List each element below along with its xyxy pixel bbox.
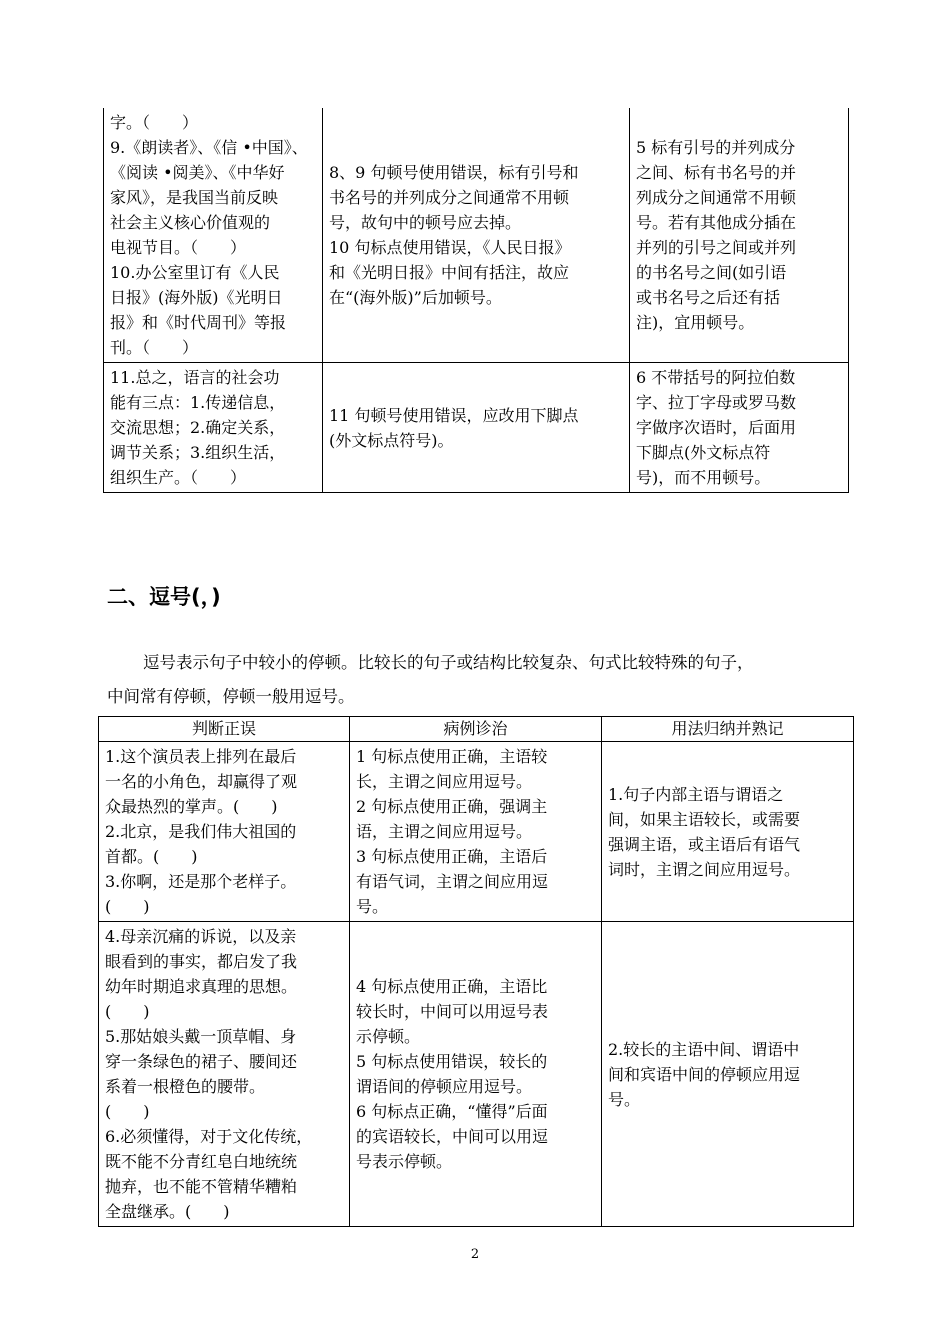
cell-line: 5 标有引号的并列成分 — [636, 138, 796, 157]
paragraph-line: 逗号表示句子中较小的停顿。比较长的句子或结构比较复杂、句式比较特殊的句子， — [143, 653, 754, 672]
cell-line: 交流思想；2.确定关系， — [110, 418, 286, 437]
diagnosis-cell — [350, 922, 602, 1227]
cell-line: 有语气词，主谓之间应用逗 — [356, 872, 549, 891]
table-row — [104, 108, 849, 363]
diagnosis-cell — [350, 742, 602, 922]
cell-line: 组织生产。（ ） — [110, 468, 247, 487]
cell-line: 语，主谓之间应用逗号。 — [356, 822, 533, 841]
cell-line: 11.总之，语言的社会功 — [110, 368, 280, 387]
cell-line: 9.《朗读者》、《信 •中国》、 — [110, 138, 308, 157]
cell-line: 1 句标点使用正确，主语较 — [356, 747, 548, 766]
judgment-cell — [104, 363, 323, 493]
cell-line: 日报》(海外版)《光明日 — [110, 288, 283, 307]
cell-line: 号。若有其他成分插在 — [636, 213, 797, 232]
cell-line: 一名的小角色，却赢得了观 — [105, 772, 298, 791]
cell-line: 的宾语较长，中间可以用逗 — [356, 1127, 549, 1146]
cell-line: 调节关系；3.组织生活， — [110, 443, 286, 462]
cell-line: 首都。( ) — [105, 847, 198, 866]
cell-line: 4.母亲沉痛的诉说，以及亲 — [105, 927, 297, 946]
cell-line: 电视节目。（ ） — [110, 238, 247, 257]
cell-line: 2 句标点使用正确，强调主 — [356, 797, 548, 816]
table-row — [99, 922, 854, 1227]
cell-line: 字、拉丁字母或罗马数 — [636, 393, 797, 412]
cell-line: 间，如果主语较长，或需要 — [608, 809, 801, 829]
cell-line: ( ) — [105, 1102, 150, 1121]
cell-line: 社会主义核心价值观的 — [110, 213, 271, 232]
cell-line: 幼年时期追求真理的思想。 — [105, 977, 298, 996]
cell-line: 号。 — [356, 897, 389, 916]
cell-line: 2.北京，是我们伟大祖国的 — [105, 822, 297, 841]
cell-line: 刊。（ ） — [110, 338, 199, 357]
cell-line: 《阅读 •阅美》、《中华好 — [110, 163, 285, 182]
column-header-rule: 用法归纳并熟记 — [602, 717, 854, 742]
cell-line: 系着一根橙色的腰带。 — [105, 1077, 266, 1096]
cell-line: ( ) — [105, 1002, 150, 1021]
cell-line: 10 句标点使用错误，《人民日报》 — [329, 238, 571, 257]
cell-line: 和《光明日报》中间有括注，故应 — [329, 263, 570, 282]
cell-line: 较长时，中间可以用逗号表 — [356, 1002, 549, 1021]
rule-cell — [630, 108, 849, 363]
cell-line: 1.句子内部主语与谓语之 — [608, 784, 784, 804]
cell-line: 列成分之间通常不用顿 — [636, 188, 797, 207]
judgment-cell — [99, 742, 350, 922]
cell-line: 6 不带括号的阿拉伯数 — [636, 368, 796, 387]
judgment-cell — [104, 108, 323, 363]
page-number: 2 — [470, 1247, 480, 1262]
cell-line: 之间、标有书名号的并 — [636, 163, 797, 182]
cell-line: 长，主谓之间应用逗号。 — [356, 772, 533, 791]
cell-line: 下脚点(外文标点符 — [636, 443, 771, 462]
table-row — [104, 363, 849, 493]
cell-line: 穿一条绿色的裙子、腰间还 — [105, 1052, 298, 1071]
cell-line: 4 句标点使用正确，主语比 — [356, 977, 548, 996]
cell-line: 5 句标点使用错误，较长的 — [356, 1052, 548, 1071]
cell-line: 3 句标点使用正确，主语后 — [356, 847, 548, 866]
cell-line: 号，故句中的顿号应去掉。 — [329, 213, 522, 232]
cell-line: 书名号的并列成分之间通常不用顿 — [329, 188, 570, 207]
cell-line: 5.那姑娘头戴一顶草帽、身 — [105, 1027, 297, 1046]
cell-line: 或书名号之后还有括 — [636, 288, 781, 307]
cell-line: 抛弃，也不能不管精华糟粕 — [105, 1177, 298, 1196]
cell-line: 注)，宜用顿号。 — [636, 313, 755, 332]
diagnosis-cell — [323, 363, 630, 493]
cell-line: 字做序次语时，后面用 — [636, 418, 797, 437]
rule-cell — [630, 363, 849, 493]
cell-line: 字。（ ） — [110, 113, 199, 132]
cell-line: (外文标点符号)。 — [329, 430, 454, 450]
punctuation-table-continued — [103, 108, 849, 493]
cell-line: 众最热烈的掌声。( ) — [105, 797, 278, 816]
cell-line: 谓语间的停顿应用逗号。 — [356, 1077, 533, 1096]
cell-line: ( ) — [105, 897, 150, 916]
cell-line: 号)，而不用顿号。 — [636, 468, 771, 487]
cell-line: 示停顿。 — [356, 1027, 421, 1046]
cell-line: 全盘继承。( ) — [105, 1202, 230, 1221]
cell-line: 报》和《时代周刊》等报 — [110, 313, 287, 332]
cell-line: 2.较长的主语中间、谓语中 — [608, 1039, 800, 1059]
cell-line: 在“(海外版)”后加顿号。 — [329, 288, 502, 307]
cell-line: 家风》，是我国当前反映 — [110, 188, 279, 207]
section-paragraph — [107, 646, 852, 714]
paragraph-line: 中间常有停顿，停顿一般用逗号。 — [107, 687, 355, 706]
diagnosis-cell — [323, 108, 630, 363]
cell-line: 1.这个演员表上排列在最后 — [105, 747, 297, 766]
column-header-diagnosis: 病例诊治 — [350, 717, 602, 742]
section-heading: 二、逗号(，) — [107, 585, 221, 609]
cell-line: 号表示停顿。 — [356, 1152, 453, 1171]
rule-cell — [602, 922, 854, 1227]
table-row — [99, 742, 854, 922]
cell-line: 间和宾语中间的停顿应用逗 — [608, 1064, 801, 1084]
comma-usage-table — [98, 716, 854, 1227]
cell-line: 号。 — [608, 1089, 641, 1109]
cell-line: 的书名号之间(如引语 — [636, 263, 787, 282]
cell-line: 3.你啊，还是那个老样子。 — [105, 872, 297, 891]
cell-line: 6.必须懂得，对于文化传统， — [105, 1127, 313, 1146]
cell-line: 既不能不分青红皂白地统统 — [105, 1152, 298, 1171]
cell-line: 眼看到的事实，都启发了我 — [105, 952, 298, 971]
table-header-row — [99, 717, 854, 742]
cell-line: 强调主语，或主语后有语气 — [608, 834, 801, 854]
rule-cell — [602, 742, 854, 922]
cell-line: 6 句标点正确，“懂得”后面 — [356, 1102, 548, 1121]
cell-line: 8、9 句顿号使用错误，标有引号和 — [329, 163, 579, 182]
cell-line: 并列的引号之间或并列 — [636, 238, 797, 257]
cell-line: 词时，主谓之间应用逗号。 — [608, 859, 801, 879]
judgment-cell — [99, 922, 350, 1227]
column-header-judgment: 判断正误 — [99, 717, 350, 742]
cell-line: 11 句顿号使用错误，应改用下脚点 — [329, 405, 579, 425]
cell-line: 能有三点：1.传递信息， — [110, 393, 286, 412]
cell-line: 10.办公室里订有《人民 — [110, 263, 280, 282]
